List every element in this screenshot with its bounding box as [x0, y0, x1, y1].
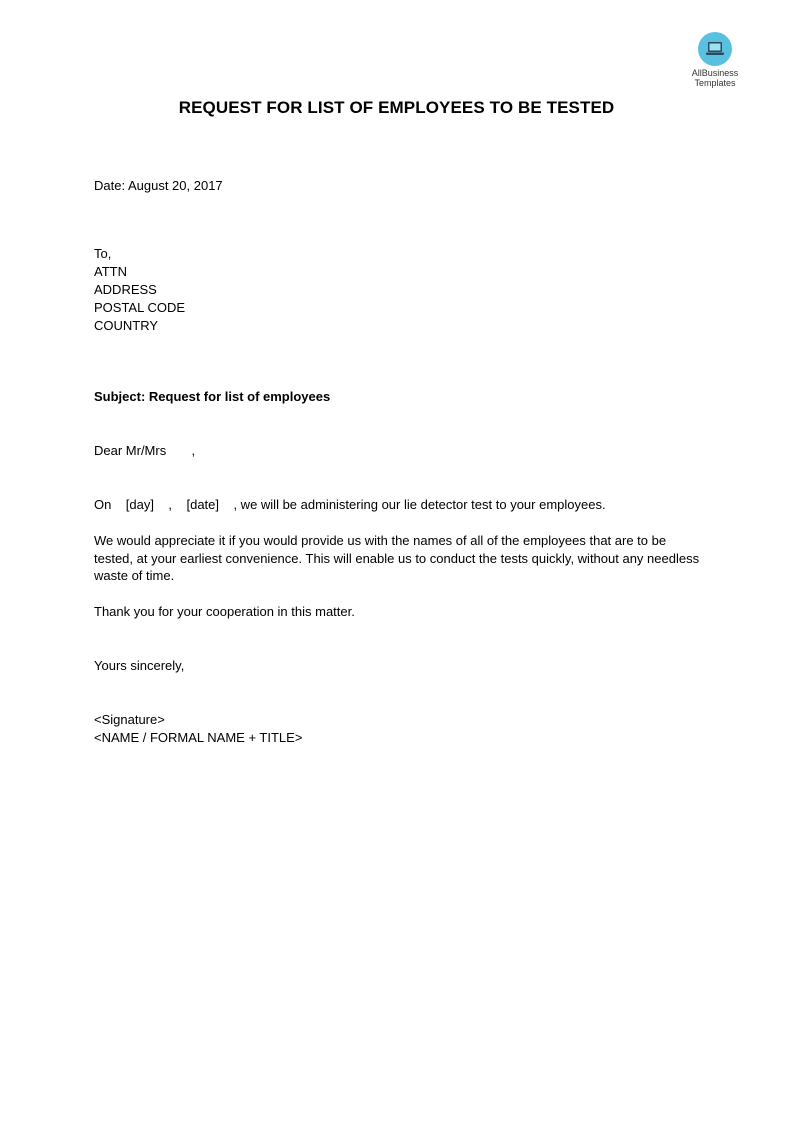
- name-title-placeholder: <NAME / FORMAL NAME + TITLE>: [94, 730, 303, 745]
- salutation: Dear Mr/Mrs ,: [94, 443, 196, 458]
- body-paragraph-1: On [day] , [date] , we will be administering our lie detector test to your employees.: [94, 497, 606, 512]
- subject-line: Subject: Request for list of employees: [94, 389, 331, 404]
- signature-placeholder: <Signature>: [94, 712, 165, 727]
- recipient-address: ADDRESS: [94, 282, 157, 297]
- recipient-postal-code: POSTAL CODE: [94, 300, 186, 315]
- laptop-icon: [705, 41, 725, 57]
- logo-circle: [698, 32, 732, 66]
- logo-text: [682, 68, 748, 88]
- company-logo: [682, 32, 748, 88]
- body-paragraph-3: Thank you for your cooperation in this matter.: [94, 604, 355, 619]
- date-line: Date: August 20, 2017: [94, 178, 223, 193]
- recipient-country: COUNTRY: [94, 318, 159, 333]
- logo-line2: Templates: [694, 78, 736, 88]
- document-title: REQUEST FOR LIST OF EMPLOYEES TO BE TESTED: [178, 98, 615, 117]
- recipient-to: To,: [94, 246, 112, 261]
- body-paragraph-2: We would appreciate it if you would provide us with the names of all of the employees that are to be tested, at your earliest convenience. This will enable us to conduct the tests quickly, without any needless waste of time.: [94, 533, 700, 583]
- closing: Yours sincerely,: [94, 658, 185, 673]
- recipient-attn: ATTN: [94, 264, 127, 279]
- logo-line1: AllBusiness: [691, 68, 739, 78]
